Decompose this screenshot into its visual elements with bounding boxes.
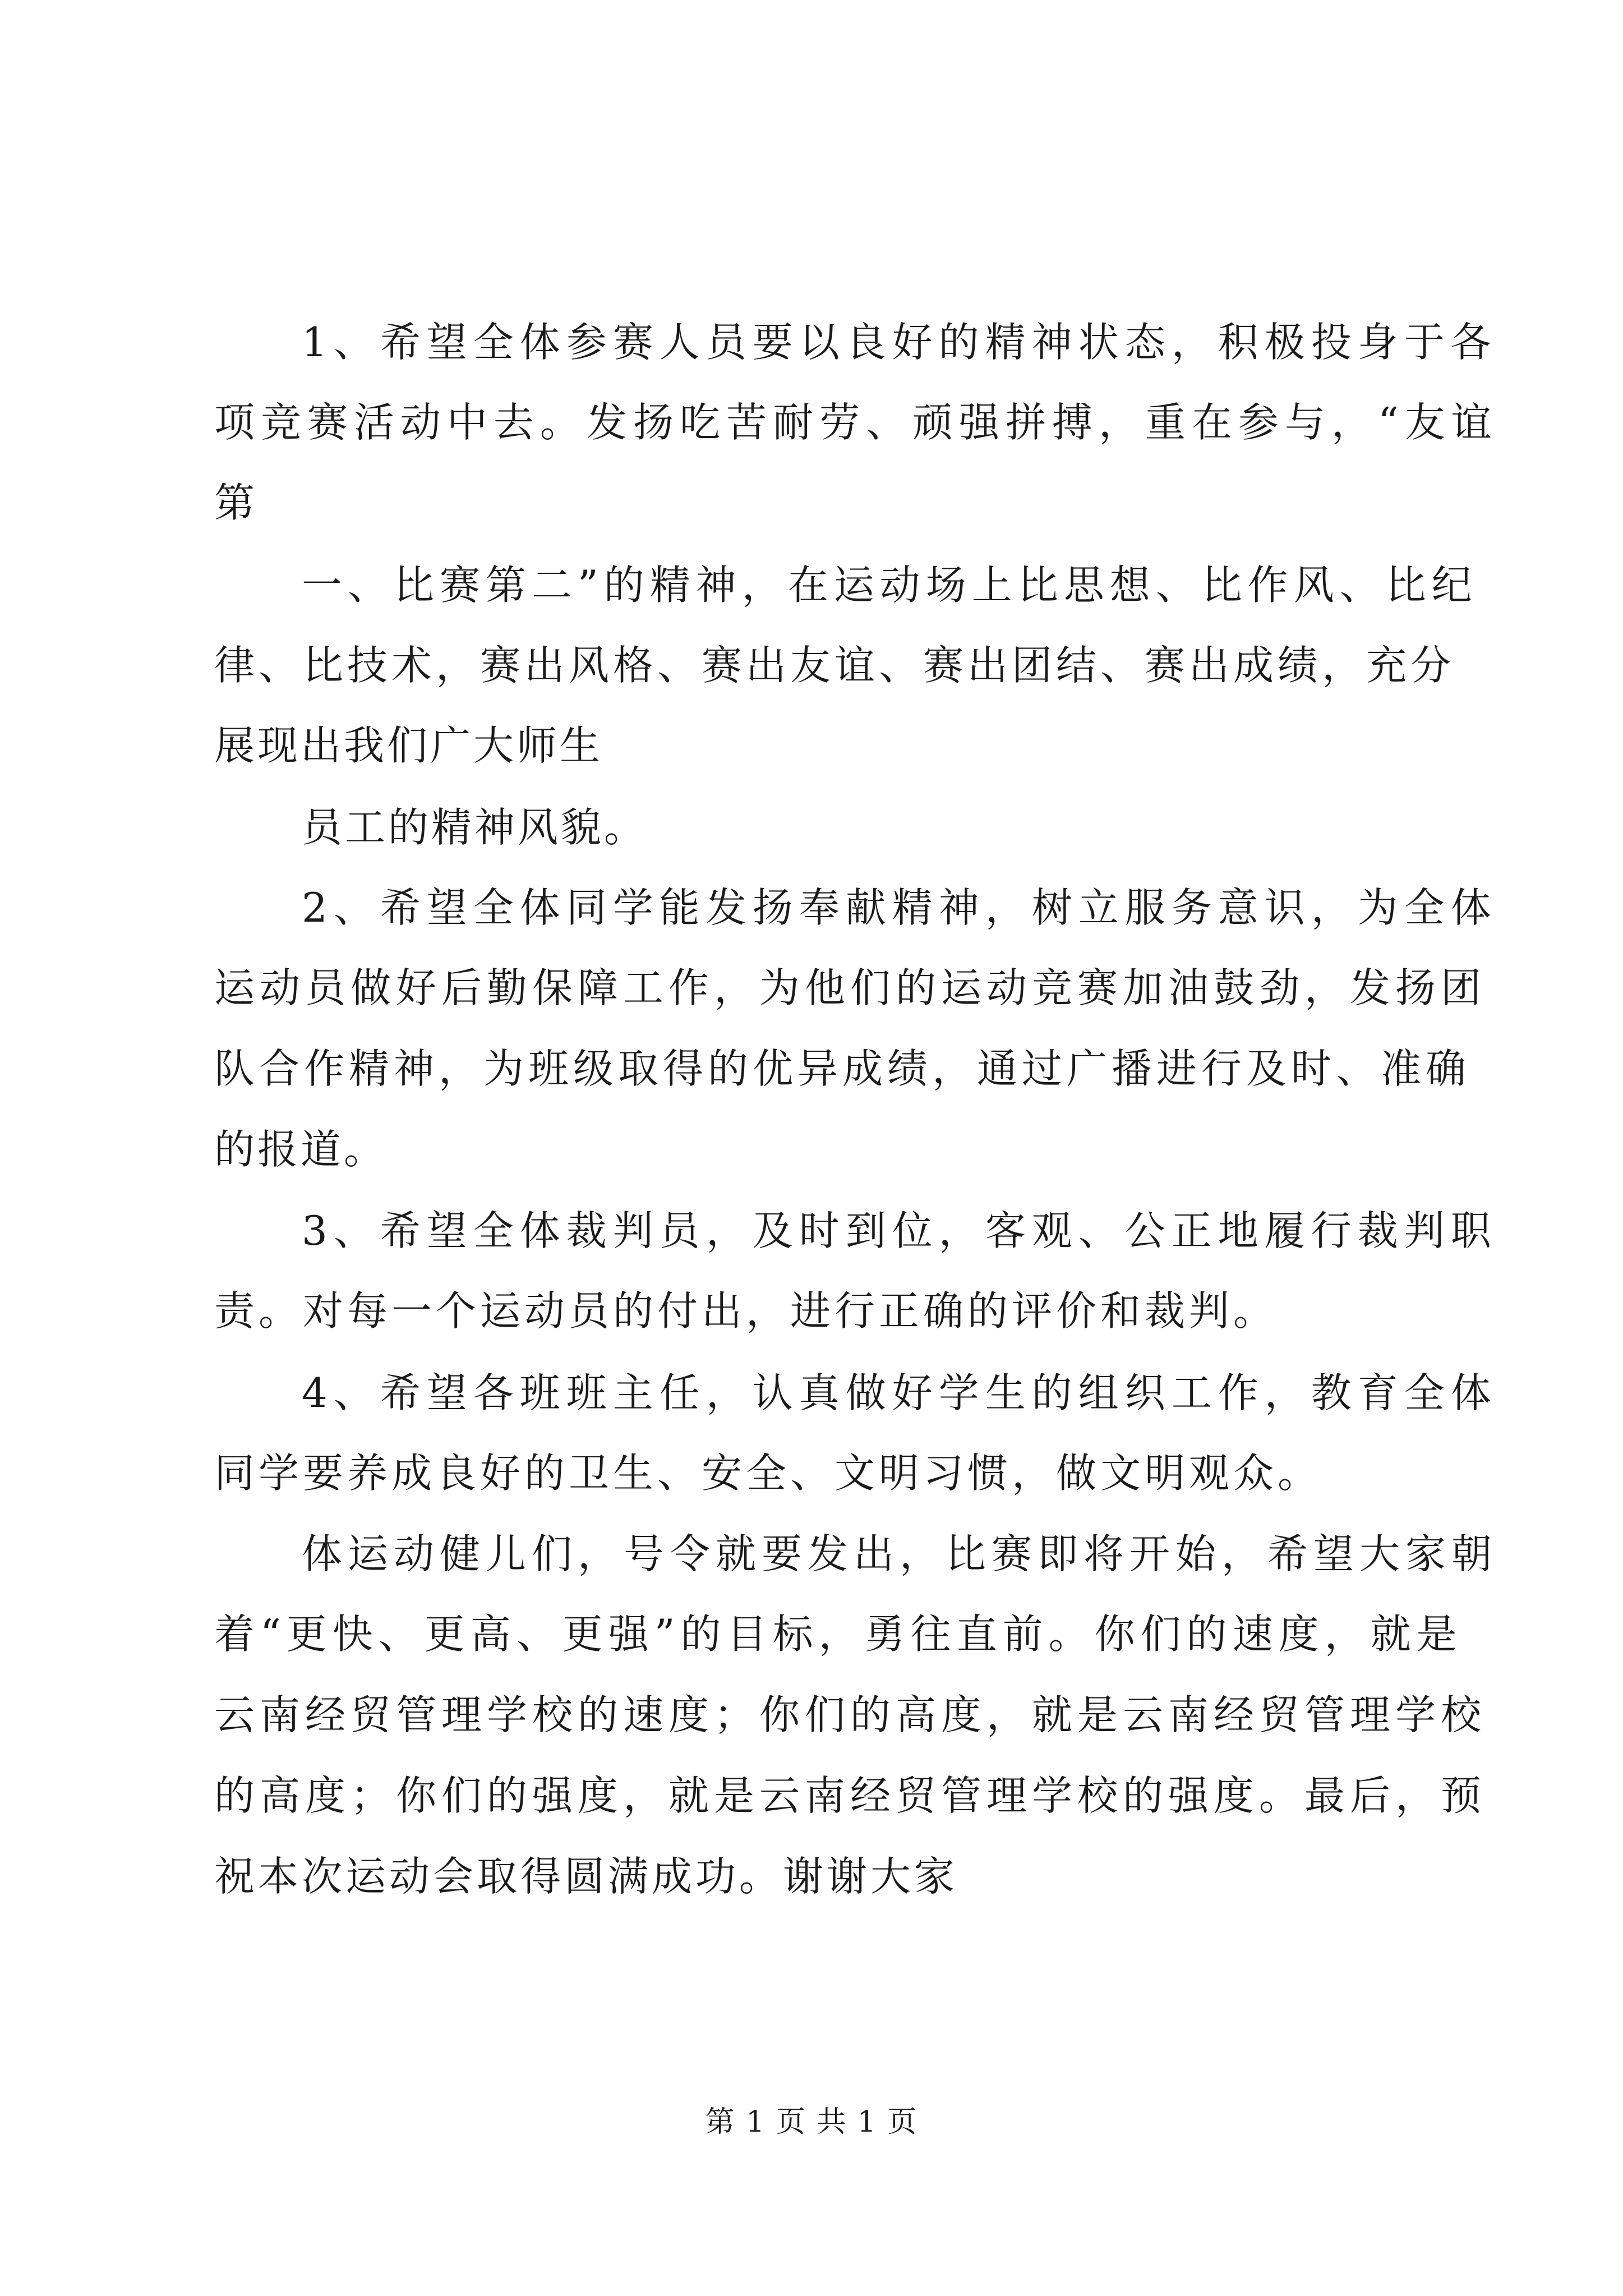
text-line: 祝本次运动会取得圆满成功。谢谢大家 — [214, 1853, 958, 1900]
text-line: 队合作精神，为班级取得的优异成绩，通过广播进行及时、准确 — [214, 1045, 1471, 1092]
text-line: 员工的精神风貌。 — [302, 804, 648, 851]
text-line: 体运动健儿们，号令就要发出，比赛即将开始，希望大家朝 — [302, 1530, 1498, 1577]
text-line: 的高度；你们的强度，就是云南经贸管理学校的强度。最后，预 — [214, 1772, 1487, 1819]
text-line: 一、比赛第二”的精神，在运动场上比思想、比作风、比纪 — [302, 562, 1478, 609]
text-line: 3、希望全体裁判员，及时到位，客观、公正地履行裁判职 — [302, 1207, 1497, 1254]
text-line: 的报道。 — [214, 1126, 388, 1173]
text-line: 展现出我们广大师生 — [214, 722, 603, 769]
text-line: 运动员做好后勤保障工作，为他们的运动竞赛加油鼓劲，发扬团 — [214, 964, 1487, 1011]
text-line: 律、比技术，赛出风格、赛出友谊、赛出团结、赛出成绩，充分 — [214, 642, 1455, 689]
text-line: 云南经贸管理学校的速度；你们的高度，就是云南经贸管理学校 — [214, 1691, 1487, 1738]
text-line: 着“更快、更高、更强”的目标，勇往直前。你们的速度，就是 — [214, 1611, 1463, 1658]
text-line: 2、希望全体同学能发扬奉献精神，树立服务意识，为全体 — [302, 884, 1497, 931]
text-line: 项竞赛活动中去。发扬吃苦耐劳、顽强拼搏，重在参与，“友谊 — [214, 399, 1498, 446]
text-line: 责。对每一个运动员的付出，进行正确的评价和裁判。 — [214, 1287, 1278, 1335]
text-line: 1、希望全体参赛人员要以良好的精神状态，积极投身于各 — [302, 319, 1497, 366]
text-line: 第 — [214, 479, 258, 526]
page-footer-page-number: 第 1 页 共 1 页 — [705, 2105, 918, 2139]
text-line: 同学要养成良好的卫生、安全、文明习惯，做文明观众。 — [214, 1450, 1322, 1497]
text-line: 4、希望各班班主任，认真做好学生的组织工作，教育全体 — [302, 1369, 1497, 1416]
